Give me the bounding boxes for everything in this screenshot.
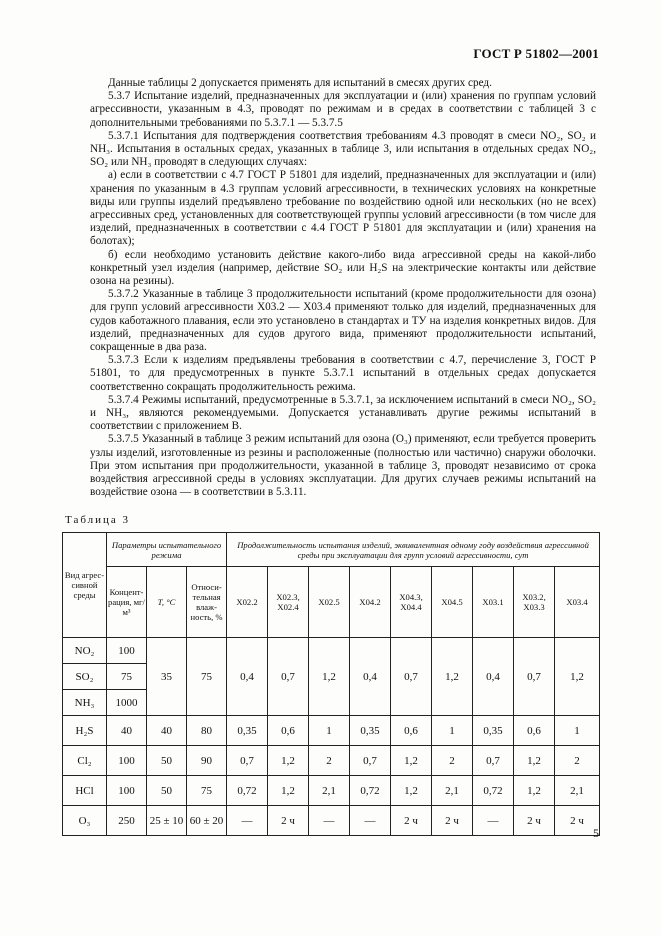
gas-cell: NH₃ (63, 690, 107, 716)
value-cell: 0,7 (350, 746, 391, 776)
gas-cell: H₂S (63, 716, 107, 746)
header-concentration: Концентрация, мг/м³ (107, 567, 147, 638)
header-group: Х03.4 (555, 567, 600, 638)
value-cell: 2 ч (432, 806, 473, 836)
value-cell: 2,1 (432, 776, 473, 806)
value-cell: 0,4 (227, 638, 268, 716)
gas-cell: HCl (63, 776, 107, 806)
value-cell: 1,2 (432, 638, 473, 716)
gas-cell: NO₂ (63, 638, 107, 664)
header-params: Параметры испытательного режима (107, 533, 227, 567)
header-group: Х03.1 (473, 567, 514, 638)
concentration-cell: 1000 (107, 690, 147, 716)
humidity-cell: 90 (187, 746, 227, 776)
paragraph: 5.3.7.4 Режимы испытаний, предусмотренные в 5.3.7.1, за исключением испытаний в смеси NO₂, SO₂ и NH₃, являются рекомендуемыми. Допускается устанавливать другие режимы испытаний в соответствии с приложением В. (90, 393, 596, 433)
value-cell: 1,2 (268, 776, 309, 806)
value-cell: 0,7 (227, 746, 268, 776)
document-header: ГОСТ Р 51802—2001 (473, 46, 599, 61)
concentration-cell: 40 (107, 716, 147, 746)
value-cell: 2,1 (555, 776, 600, 806)
value-cell: 0,72 (227, 776, 268, 806)
humidity-cell: 60 ± 20 (187, 806, 227, 836)
value-cell: — (227, 806, 268, 836)
page-number: 5 (593, 826, 599, 840)
value-cell: 1,2 (391, 776, 432, 806)
paragraph: Данные таблицы 2 допускается применять для испытаний в смесях других сред. (108, 77, 492, 89)
value-cell: 1 (555, 716, 600, 746)
humidity-cell: 75 (187, 776, 227, 806)
value-cell: 0,35 (227, 716, 268, 746)
value-cell: 2 (309, 746, 350, 776)
header-group: Х02.3, Х02.4 (268, 567, 309, 638)
concentration-cell: 75 (107, 664, 147, 690)
table-row (63, 746, 600, 776)
header-temperature: Т, °С (147, 567, 187, 638)
concentration-cell: 100 (107, 746, 147, 776)
value-cell: 2 (555, 746, 600, 776)
value-cell: 1,2 (514, 746, 555, 776)
value-cell: 2 ч (555, 806, 600, 836)
value-cell: 2 ч (514, 806, 555, 836)
value-cell: 0,4 (350, 638, 391, 716)
header-group: Х04.5 (432, 567, 473, 638)
header-group: Х04.2 (350, 567, 391, 638)
paragraph: 5.3.7.1 Испытания для подтверждения соответствия требованиям 4.3 проводят в смеси NO₂, SO₂ и NH₃. Испытания в остальных средах, указанных в таблице 3, или испытания в отдельных средах NO₂, SO₂ или NH₃ проводят в следующих случаях: (90, 129, 596, 169)
value-cell: 2 (432, 746, 473, 776)
paragraph: 5.3.7.5 Указанный в таблице 3 режим испытаний для озона (О₃) применяют, если требуется проверить узлы изделий, изготовленные из резины и расположенные (полностью или частично) снаружи оболочки. При этом испытания при продолжительности, указанной в таблице 3, проводят независимо от срока воздействия агрессивной среды в условиях эксплуатации. Для других случаев режимы испытаний на воздействие озона — в соответствии в 5.3.11. (90, 433, 596, 499)
value-cell: 0,4 (473, 638, 514, 716)
table-row (63, 716, 600, 746)
value-cell: 1,2 (514, 776, 555, 806)
value-cell: 0,35 (350, 716, 391, 746)
header-duration: Продолжительность испытания изделий, эквивалентная одному году воздействия агрессивной среды при эксплуатации для групп условий агрессивности, сут (227, 533, 600, 567)
table-caption: Таблица 3 (65, 514, 131, 526)
value-cell: — (473, 806, 514, 836)
value-cell: 0,7 (473, 746, 514, 776)
value-cell: 2 ч (391, 806, 432, 836)
value-cell: 0,7 (268, 638, 309, 716)
value-cell: 0,6 (391, 716, 432, 746)
table-row (63, 776, 600, 806)
concentration-cell: 250 (107, 806, 147, 836)
value-cell: 2,1 (309, 776, 350, 806)
concentration-cell: 100 (107, 776, 147, 806)
value-cell: 1,2 (268, 746, 309, 776)
header-group: Х02.2 (227, 567, 268, 638)
paragraph: 5.3.7.2 Указанные в таблице 3 продолжительности испытаний (кроме продолжительности для озона) для групп условий агрессивности Х03.2 — Х03.4 применяют только для изделий, предназначенных для судов каботажного плавания, если это установлено в стандартах и ТУ на изделия конкретных видов. Для изделий, предназначенных для судов другого вида, применяют продолжительности испытаний, сокращенные в два раза. (90, 288, 596, 354)
header-medium: Вид агрессивной среды (63, 533, 107, 638)
value-cell: 1,2 (391, 746, 432, 776)
paragraph: 5.3.7 Испытание изделий, предназначенных для эксплуатации и (или) хранения по группам условий агрессивности, указанным в 4.3, проводят по режимам и в средах в соответствии с таблицей 3 с дополнительными требованиями по 5.3.7.1 — 5.3.7.5 (90, 90, 596, 129)
value-cell: 2 ч (268, 806, 309, 836)
gas-cell: O₃ (63, 806, 107, 836)
header-group: Х04.3, Х04.4 (391, 567, 432, 638)
temperature-cell: 50 (147, 776, 187, 806)
concentration-cell: 100 (107, 638, 147, 664)
value-cell: — (350, 806, 391, 836)
table-row (63, 638, 600, 664)
paragraph: б) если необходимо установить действие какого-либо вида агрессивной среды на какой-либо конкретный узел изделия (например, действие SO₂ или H₂S на электрические контакты или действие озона на резины). (90, 248, 596, 288)
humidity-cell: 80 (187, 716, 227, 746)
value-cell: 1 (432, 716, 473, 746)
gas-cell: SO₂ (63, 664, 107, 690)
value-cell: 0,6 (514, 716, 555, 746)
value-cell: 1,2 (555, 638, 600, 716)
paragraph: а) если в соответствии с 4.7 ГОСТ Р 51801 для изделий, предназначенных для эксплуатации и (или) хранения по указанным в 4.3 группам условий агрессивности, в технических условиях на конкретные виды или группы изделий предъявлено требование по воздействию одной или нескольких (но не всех) агрессивных сред, установленных для соответствующей группы условий агрессивности (в том числе для изделий, предназначенных в соответствии с 4.4 ГОСТ Р 51801 для эксплуатации и (или) хранения на болотах); (90, 169, 596, 248)
value-cell: 0,35 (473, 716, 514, 746)
value-cell: 0,7 (391, 638, 432, 716)
temperature-cell: 25 ± 10 (147, 806, 187, 836)
temperature-cell: 50 (147, 746, 187, 776)
humidity-cell: 75 (187, 638, 227, 716)
header-group: Х03.2, Х03.3 (514, 567, 555, 638)
paragraph: 5.3.7.3 Если к изделиям предъявлены требования в соответствии с 4.7, перечисление 3, ГОСТ Р 51801, то для предусмотренных в пункте 5.3.7.1 испытаний в отдельных средах допускается соответственно сокращать продолжительность режима. (90, 354, 596, 393)
value-cell: — (309, 806, 350, 836)
body-text (90, 77, 596, 500)
value-cell: 1,2 (309, 638, 350, 716)
value-cell: 0,72 (473, 776, 514, 806)
temperature-cell: 40 (147, 716, 187, 746)
value-cell: 0,6 (268, 716, 309, 746)
value-cell: 0,7 (514, 638, 555, 716)
gas-cell: Cl₂ (63, 746, 107, 776)
header-group: Х02.5 (309, 567, 350, 638)
value-cell: 1 (309, 716, 350, 746)
table-row (63, 806, 600, 836)
temperature-cell: 35 (147, 638, 187, 716)
table-3 (62, 532, 600, 836)
value-cell: 0,72 (350, 776, 391, 806)
header-humidity: Относительная влажность, % (187, 567, 227, 638)
